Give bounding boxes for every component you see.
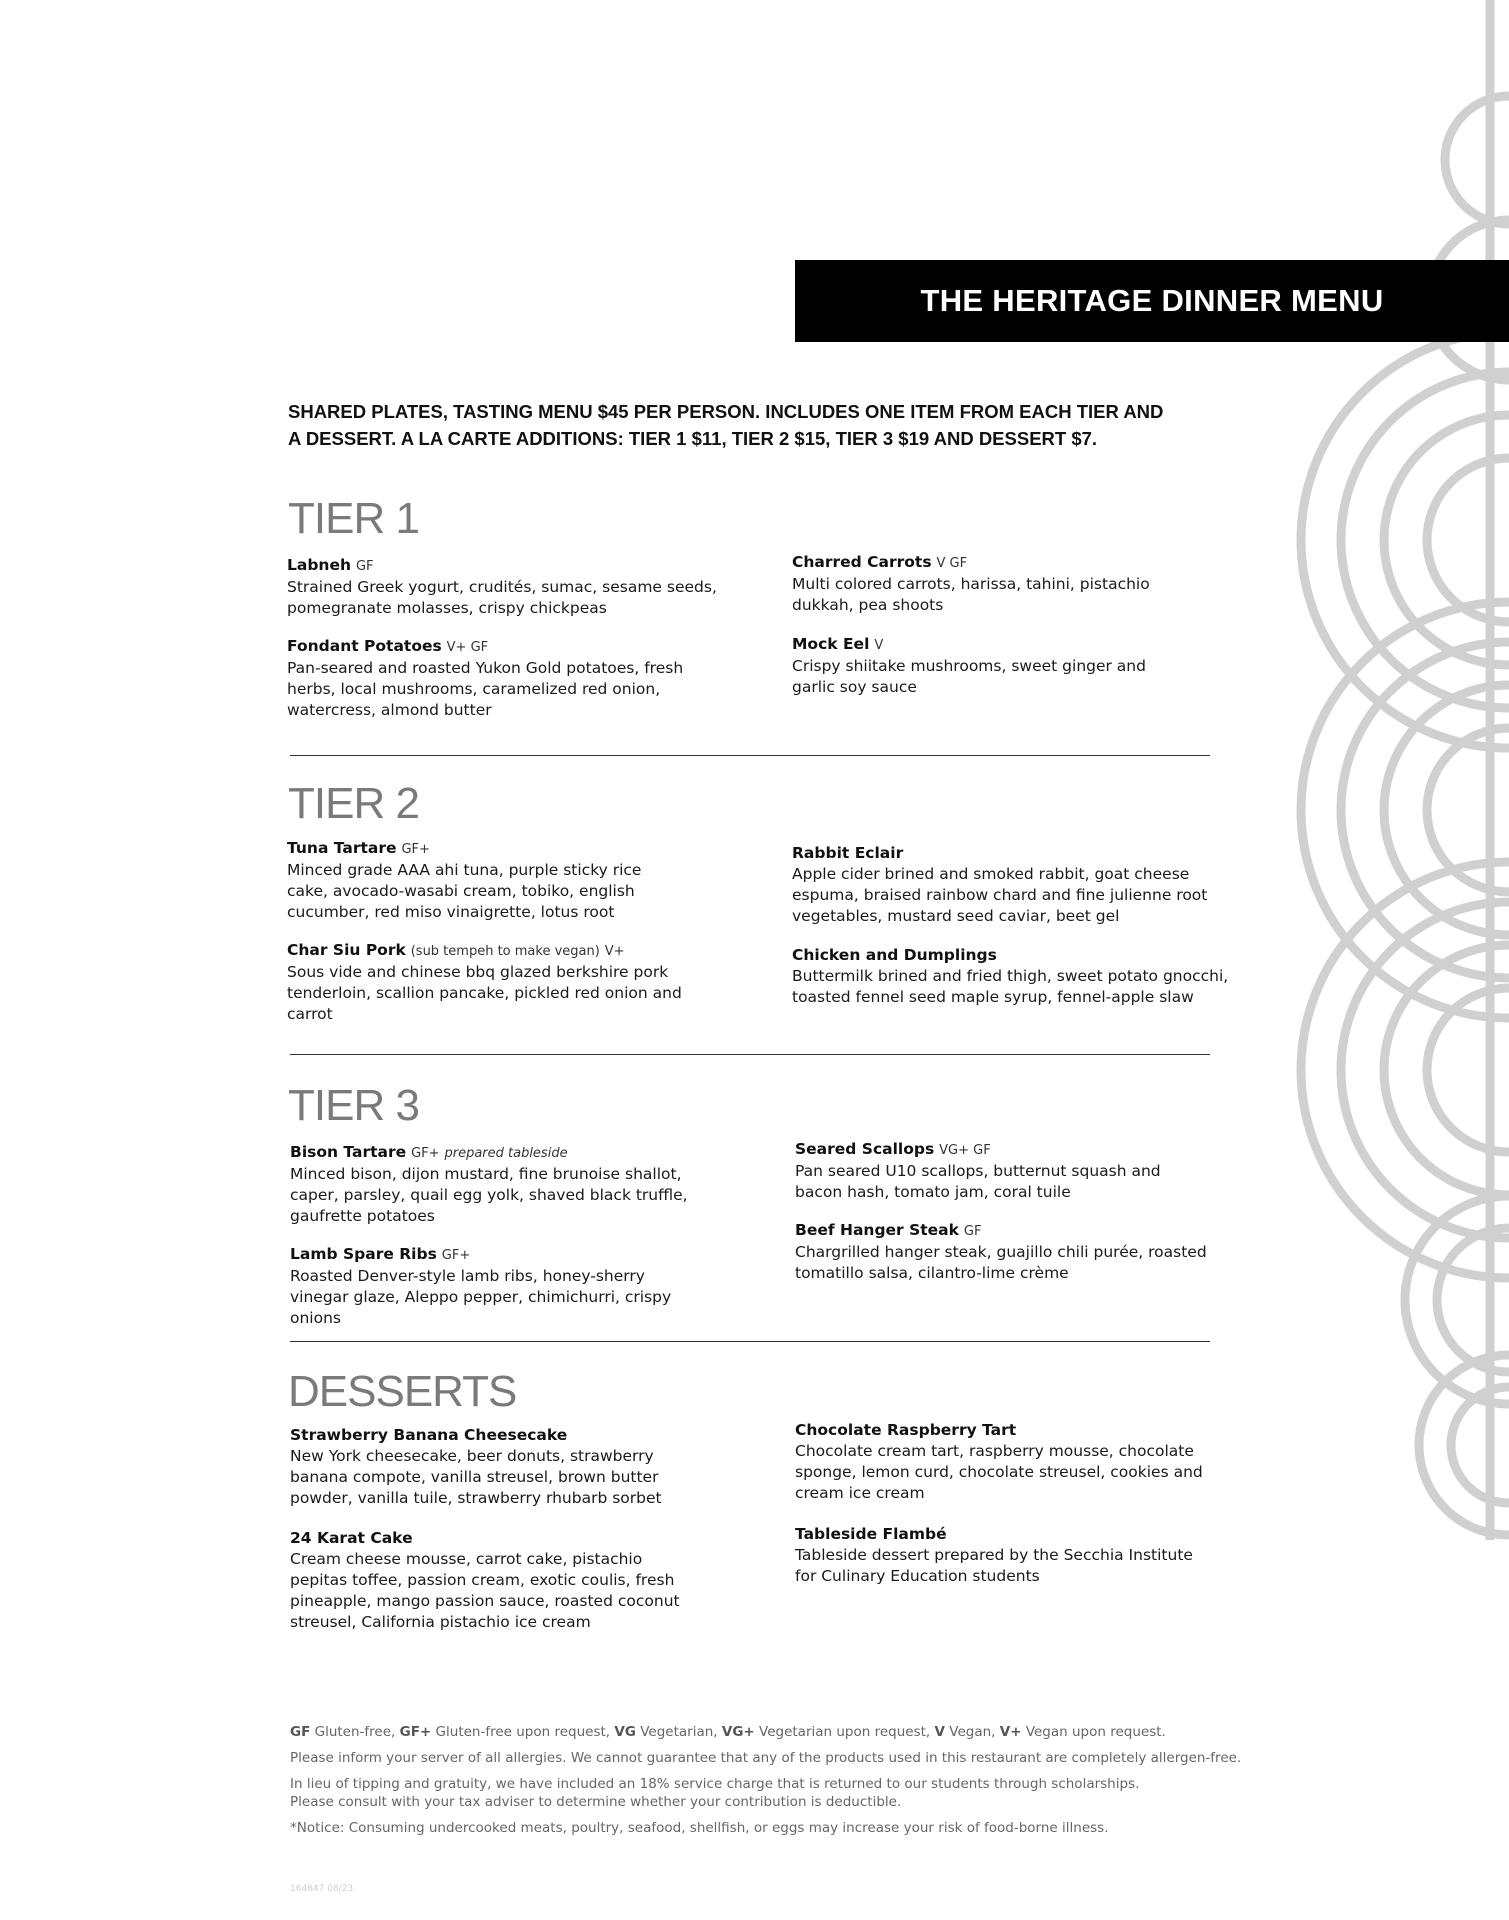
item-name: Tableside Flambé xyxy=(795,1525,947,1543)
item-name: Mock Eel xyxy=(792,635,870,653)
item-description: Strained Greek yogurt, crudités, sumac, sesame seeds, pomegranate molasses, crispy chickpeas xyxy=(287,578,717,617)
menu-item-strawberry-banana-cheesecake xyxy=(290,1425,710,1509)
item-tags: V+ GF xyxy=(446,640,489,655)
item-tags: V GF xyxy=(936,556,968,571)
menu-item-char-siu-pork xyxy=(287,940,687,1025)
item-name: Tuna Tartare xyxy=(287,839,397,857)
intro-line-2: A DESSERT. A LA CARTE ADDITIONS: TIER 1 $11, TIER 2 $15, TIER 3 $19 AND DESSERT $7. xyxy=(288,428,1098,449)
item-tags: GF xyxy=(355,559,374,574)
pricing-intro xyxy=(288,398,1168,452)
item-name: Lamb Spare Ribs xyxy=(290,1245,437,1263)
intro-line-1: SHARED PLATES, TASTING MENU $45 PER PERSON. INCLUDES ONE ITEM FROM EACH TIER AND xyxy=(288,401,1164,422)
section-divider xyxy=(290,755,1210,756)
menu-item-bison-tartare xyxy=(290,1142,690,1227)
menu-item-tableside-flambe xyxy=(795,1524,1215,1587)
item-name: Labneh xyxy=(287,556,352,574)
menu-item-fondant-potatoes xyxy=(287,636,687,721)
item-tags: GF+ xyxy=(441,1248,471,1263)
item-name: Chocolate Raspberry Tart xyxy=(795,1421,1017,1439)
item-name: 24 Karat Cake xyxy=(290,1529,413,1547)
item-description: Cream cheese mousse, carrot cake, pistachio pepitas toffee, passion cream, exotic coulis, fresh pineapple, mango passion sauce, roasted coconut streusel, California pistachio ice cream xyxy=(290,1550,680,1631)
item-name: Charred Carrots xyxy=(792,553,932,571)
item-description: Tableside dessert prepared by the Secchia Institute for Culinary Education students xyxy=(795,1546,1193,1585)
item-description: Pan-seared and roasted Yukon Gold potatoes, fresh herbs, local mushrooms, caramelized red onion, watercress, almond butter xyxy=(287,659,684,719)
item-tags: VG+ GF xyxy=(939,1143,991,1158)
menu-item-charred-carrots xyxy=(792,552,1212,616)
menu-title-bar xyxy=(795,260,1509,342)
menu-title: THE HERITAGE DINNER MENU xyxy=(920,283,1384,318)
item-tags: GF xyxy=(963,1224,982,1239)
menu-item-mock-eel xyxy=(792,634,1192,698)
item-description: Chocolate cream tart, raspberry mousse, chocolate sponge, lemon curd, chocolate streusel, cookies and cream ice cream xyxy=(795,1442,1203,1502)
menu-item-chicken-and-dumplings xyxy=(792,945,1232,1008)
item-tags: V xyxy=(874,638,884,653)
item-description: Buttermilk brined and fried thigh, sweet potato gnocchi, toasted fennel seed maple syrup, fennel-apple slaw xyxy=(792,967,1229,1006)
item-name: Rabbit Eclair xyxy=(792,844,904,862)
item-tags: V+ xyxy=(604,944,625,959)
menu-item-beef-hanger-steak xyxy=(795,1220,1215,1284)
item-note: prepared tableside xyxy=(444,1146,568,1161)
item-description: Roasted Denver-style lamb ribs, honey-sherry vinegar glaze, Aleppo pepper, chimichurri, crispy onions xyxy=(290,1267,672,1327)
item-description: Sous vide and chinese bbq glazed berkshire pork tenderloin, scallion pancake, pickled red onion and carrot xyxy=(287,963,682,1023)
item-name: Fondant Potatoes xyxy=(287,637,442,655)
dietary-key: GF Gluten-free, GF+ Gluten-free upon request, VG Vegetarian, VG+ Vegetarian upon request, V Vegan, V+ Vegan upon request. xyxy=(290,1724,1166,1740)
menu-item-chocolate-raspberry-tart xyxy=(795,1420,1215,1504)
item-description: Chargrilled hanger steak, guajillo chili purée, roasted tomatillo salsa, cilantro-lime crème xyxy=(795,1243,1207,1282)
section-title: TIER 3 xyxy=(288,1081,419,1130)
item-tags: GF+ xyxy=(411,1146,440,1161)
item-description: Minced grade AAA ahi tuna, purple sticky rice cake, avocado-wasabi cream, tobiko, english cucumber, red miso vinaigrette, lotus root xyxy=(287,861,642,921)
menu-item-lamb-spare-ribs xyxy=(290,1244,700,1329)
food-safety-notice: *Notice: Consuming undercooked meats, poultry, seafood, shellfish, or eggs may increase your risk of food-borne illness. xyxy=(290,1820,1109,1836)
item-name: Chicken and Dumplings xyxy=(792,946,997,964)
item-note: (sub tempeh to make vegan) xyxy=(410,944,600,959)
item-description: New York cheesecake, beer donuts, strawberry banana compote, vanilla streusel, brown butter powder, vanilla tuile, strawberry rhubarb sorbet xyxy=(290,1447,662,1507)
item-name: Beef Hanger Steak xyxy=(795,1221,959,1239)
section-divider xyxy=(290,1341,1210,1342)
print-code: 164647 08/23 xyxy=(290,1884,354,1894)
item-description: Apple cider brined and smoked rabbit, goat cheese espuma, braised rainbow chard and fine julienne root vegetables, mustard seed caviar, beet gel xyxy=(792,865,1208,925)
item-description: Crispy shiitake mushrooms, sweet ginger and garlic soy sauce xyxy=(792,657,1146,696)
item-description: Minced bison, dijon mustard, fine brunoise shallot, caper, parsley, quail egg yolk, shaved black truffle, gaufrette potatoes xyxy=(290,1165,688,1225)
menu-item-seared-scallops xyxy=(795,1139,1195,1203)
menu-item-tuna-tartare xyxy=(287,838,687,923)
section-title: TIER 1 xyxy=(288,494,419,543)
item-description: Pan seared U10 scallops, butternut squash and bacon hash, tomato jam, coral tuile xyxy=(795,1162,1161,1201)
item-name: Seared Scallops xyxy=(795,1140,935,1158)
menu-item-labneh xyxy=(287,555,717,619)
item-description: Multi colored carrots, harissa, tahini, pistachio dukkah, pea shoots xyxy=(792,575,1150,614)
menu-item-rabbit-eclair xyxy=(792,843,1212,927)
menu-item-24-karat-cake xyxy=(290,1528,690,1633)
allergy-notice: Please inform your server of all allergies. We cannot guarantee that any of the products used in this restaurant are completely allergen-free. xyxy=(290,1750,1242,1766)
item-name: Strawberry Banana Cheesecake xyxy=(290,1426,568,1444)
section-title: DESSERTS xyxy=(288,1367,517,1416)
section-title: TIER 2 xyxy=(288,779,419,828)
tipping-notice: In lieu of tipping and gratuity, we have included an 18% service charge that is returned to our students through scholarships. Please consult with your tax adviser to determine whether your contribution is deductible. xyxy=(290,1776,1140,1810)
section-divider xyxy=(290,1054,1210,1055)
item-tags: GF+ xyxy=(401,842,430,857)
item-name: Char Siu Pork xyxy=(287,941,406,959)
dietary-legend xyxy=(290,1723,1250,1845)
item-name: Bison Tartare xyxy=(290,1143,407,1161)
